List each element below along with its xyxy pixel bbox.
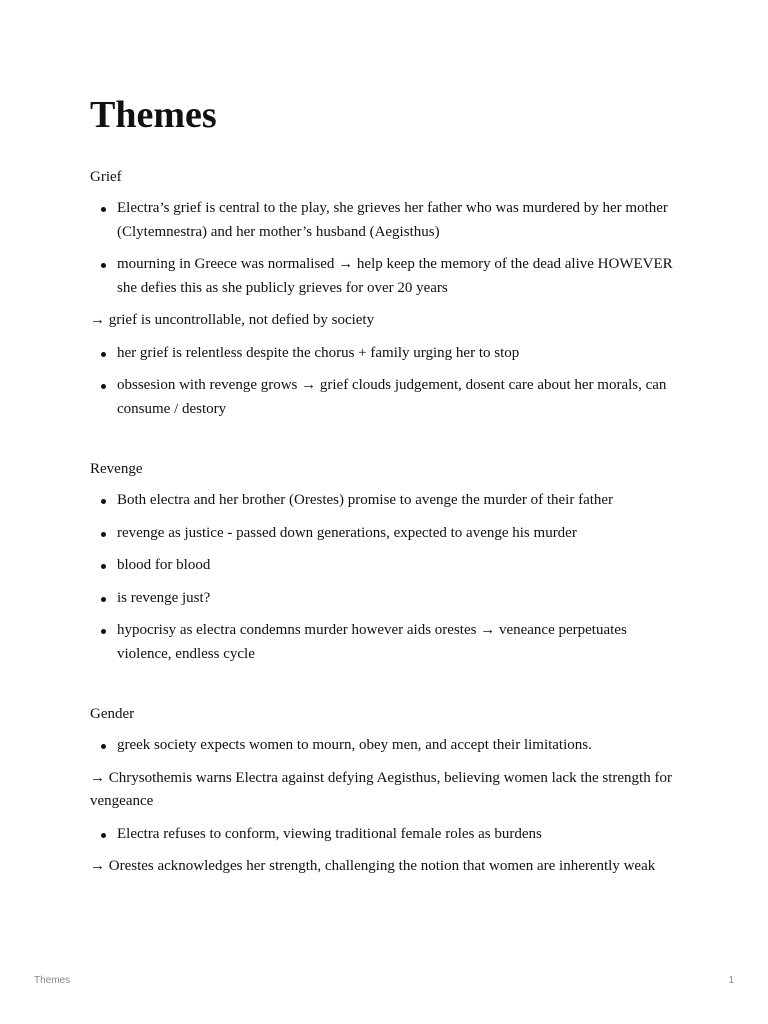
list-item: obssesion with revenge grows → grief clouds judgement, dosent care about her morals, can consume / destory (90, 374, 684, 421)
list-item: Both electra and her brother (Orestes) promise to avenge the murder of their father (90, 489, 684, 513)
bullet-list (90, 342, 684, 422)
section-grief (90, 167, 684, 421)
section-heading-gender: Gender (90, 706, 135, 722)
page-title: Themes (90, 94, 217, 136)
section-heading-revenge: Revenge (90, 461, 143, 477)
list-item: is revenge just? (90, 587, 684, 611)
section-revenge (90, 459, 684, 666)
arrow-note: → Orestes acknowledges her strength, challenging the notion that women are inherently weak (90, 858, 656, 874)
section-gender (90, 704, 684, 879)
page-number: 1 (728, 975, 734, 986)
section-heading-grief: Grief (90, 169, 122, 185)
arrow-note: → grief is uncontrollable, not defied by society (90, 312, 375, 328)
list-item: revenge as justice - passed down generations, expected to avenge his murder (90, 522, 684, 546)
bullet-list (90, 734, 684, 758)
list-item: her grief is relentless despite the chorus + family urging her to stop (90, 342, 684, 366)
list-item: Electra refuses to conform, viewing traditional female roles as burdens (90, 823, 684, 847)
bullet-list (90, 489, 684, 666)
list-item: hypocrisy as electra condemns murder however aids orestes → veneance perpetuates violence, endless cycle (90, 619, 684, 666)
list-item: blood for blood (90, 554, 684, 578)
list-item: greek society expects women to mourn, obey men, and accept their limitations. (90, 734, 684, 758)
arrow-note: → Chrysothemis warns Electra against defying Aegisthus, believing women lack the strength for vengeance (90, 769, 672, 809)
bullet-list (90, 197, 684, 300)
document-body (90, 92, 684, 888)
footer-title: Themes (34, 975, 71, 986)
list-item: mourning in Greece was normalised → help keep the memory of the dead alive HOWEVER she defies this as she publicly grieves for over 20 years (90, 253, 684, 300)
list-item: Electra’s grief is central to the play, she grieves her father who was murdered by her mother (Clytemnestra) and her mother’s husband (Aegisthus) (90, 197, 684, 244)
bullet-list (90, 823, 684, 847)
